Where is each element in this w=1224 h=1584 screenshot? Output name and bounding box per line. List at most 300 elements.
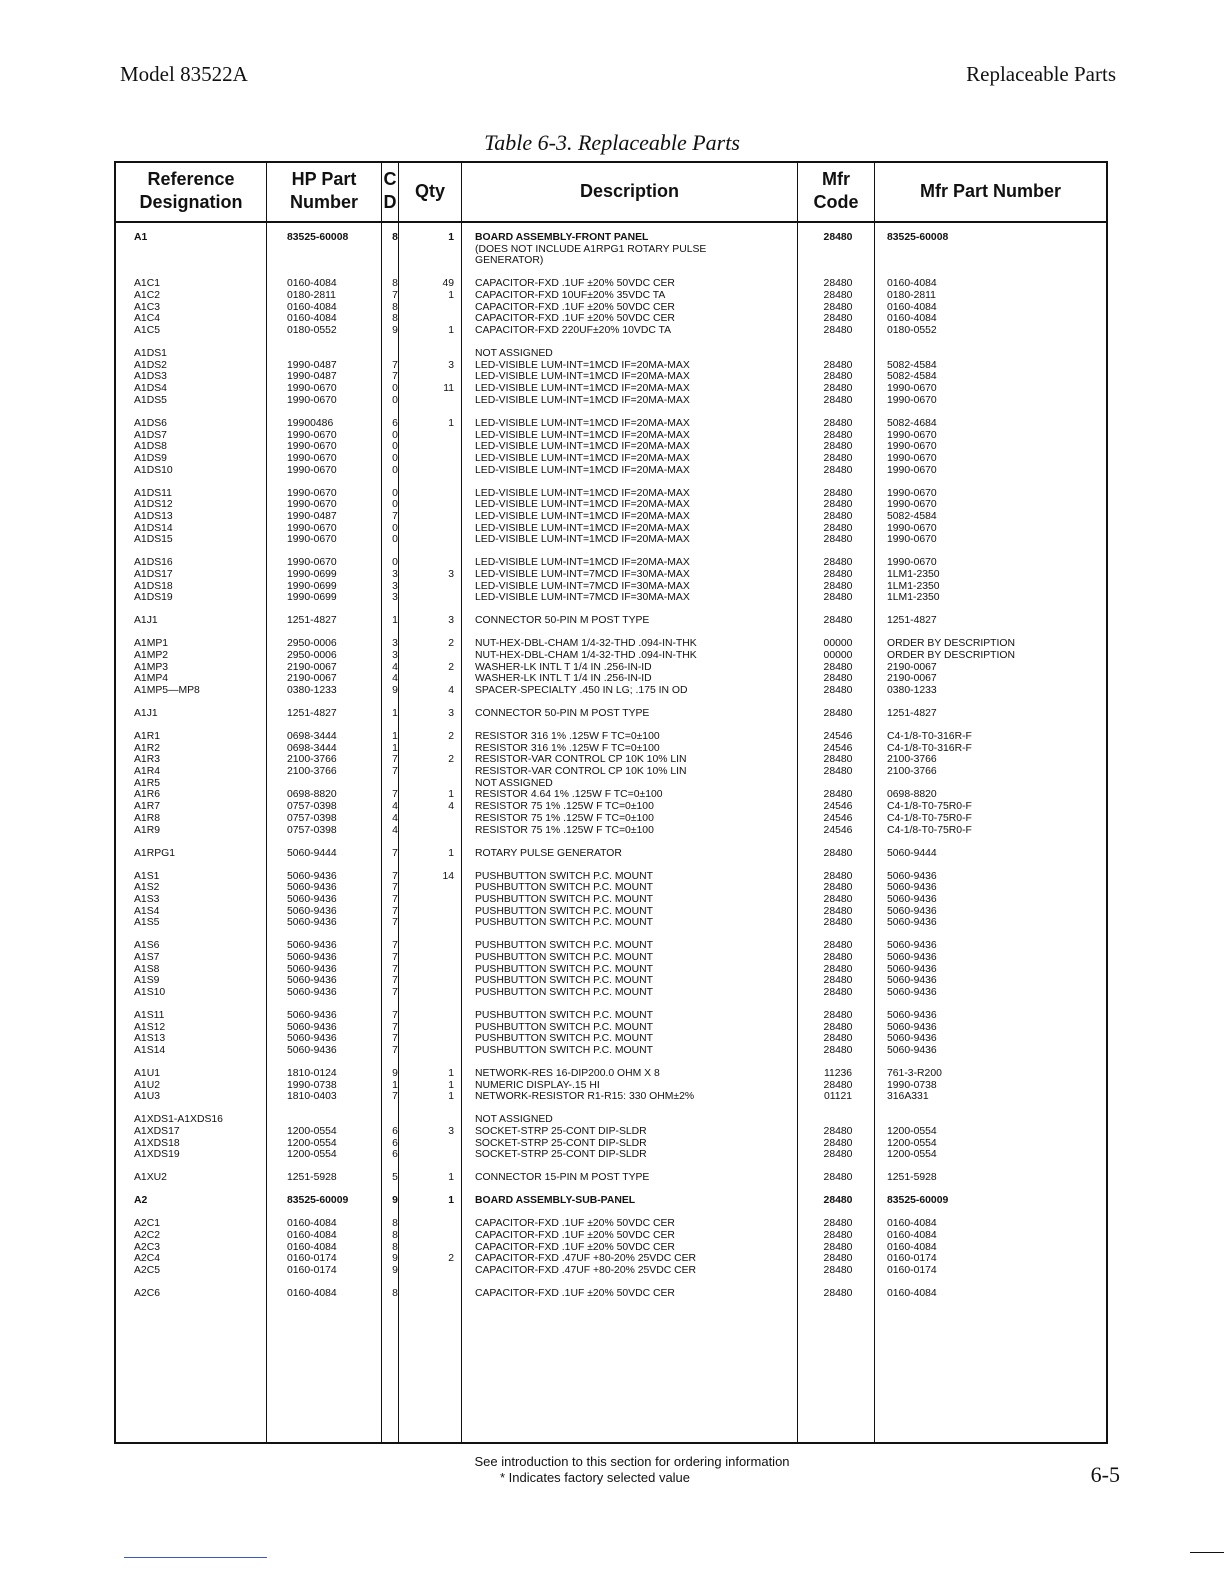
cell-cd: 4 <box>392 801 398 813</box>
cell-hp-part-number: 0180-2811 <box>287 290 336 302</box>
cell-qty: 2 <box>448 754 454 766</box>
cell-mfr-part-number: 5060-9436 <box>887 987 937 998</box>
margin-mark <box>1190 1552 1224 1553</box>
cell-description: NUT-HEX-DBL-CHAM 1/4-32-THD .094-IN-THK <box>475 638 697 650</box>
cell-mfr-code: 28480 <box>823 789 853 801</box>
table-row <box>114 940 1108 952</box>
table-row <box>114 1195 1108 1207</box>
row-group <box>114 731 1108 836</box>
cell-mfr-part-number: 1990-0670 <box>887 452 937 464</box>
cell-hp-part-number: 5060-9444 <box>287 847 337 859</box>
cell-description: LED-VISIBLE LUM-INT=1MCD IF=20MA-MAX <box>475 429 690 441</box>
table-row <box>114 1265 1108 1277</box>
row-group <box>114 278 1108 336</box>
cell-mfr-part-number: 2100-3766 <box>887 766 937 778</box>
cell-description: NETWORK-RESISTOR R1-R15: 330 OHM±2% <box>475 1091 695 1103</box>
cell-ref-designation: A2C3 <box>134 1241 160 1253</box>
table-row <box>114 1091 1108 1103</box>
table-row <box>114 917 1108 929</box>
cell-hp-part-number: 1990-0670 <box>287 557 337 569</box>
cell-cd: 7 <box>392 510 398 522</box>
cell-mfr-code: 28480 <box>823 441 853 453</box>
table-row <box>114 278 1108 290</box>
cell-description: RESISTOR 75 1% .125W F TC=0±100 <box>475 824 654 836</box>
cell-cd: 7 <box>392 882 398 894</box>
cell-hp-part-number: 0757-0398 <box>287 824 337 836</box>
cell-qty: 1 <box>448 417 454 429</box>
cell-cd: 0 <box>392 557 398 569</box>
table-row <box>114 1010 1108 1022</box>
cell-description: NOT ASSIGNED <box>475 777 553 789</box>
table-row <box>114 523 1108 535</box>
cell-description: PUSHBUTTON SWITCH P.C. MOUNT <box>475 987 653 998</box>
row-group <box>114 232 1108 267</box>
cell-mfr-code: 28480 <box>823 429 853 441</box>
cell-mfr-code: 28480 <box>823 1126 853 1138</box>
cell-description: LED-VISIBLE LUM-INT=1MCD IF=20MA-MAX <box>475 534 690 546</box>
cell-hp-part-number: 0380-1233 <box>287 685 337 697</box>
cell-cd: 7 <box>392 1009 398 1021</box>
cell-qty: 1 <box>448 1091 454 1103</box>
cell-ref-designation: A2C6 <box>134 1288 160 1300</box>
table-row <box>114 581 1108 593</box>
cell-hp-part-number: 5060-9436 <box>287 975 337 987</box>
cell-hp-part-number: 1990-0670 <box>287 499 337 511</box>
cell-mfr-part-number: 83525-60009 <box>887 1195 949 1207</box>
cell-ref-designation: A1R5 <box>134 777 160 789</box>
cell-ref-designation: A1DS9 <box>134 452 167 464</box>
footnote-rule <box>124 1557 267 1558</box>
cell-hp-part-number: 1990-0487 <box>287 359 337 371</box>
cell-mfr-part-number: 0160-4084 <box>887 278 937 290</box>
table-row <box>114 1022 1108 1034</box>
cell-ref-designation: A1DS5 <box>134 394 167 406</box>
cell-ref-designation: A1XDS1-A1XDS16 <box>134 1114 223 1126</box>
table-row <box>114 325 1108 337</box>
cell-ref-designation: A1DS6 <box>134 417 167 429</box>
col-header-reference: Reference Designation <box>139 169 243 212</box>
table-row <box>114 952 1108 964</box>
cell-hp-part-number: 1990-0699 <box>287 568 337 580</box>
cell-cd: 1 <box>392 731 398 743</box>
cell-cd: 0 <box>392 452 398 464</box>
cell-hp-part-number: 0160-0174 <box>287 1265 337 1277</box>
cell-description: PUSHBUTTON SWITCH P.C. MOUNT <box>475 1009 653 1021</box>
cell-hp-part-number: 1990-0487 <box>287 510 337 522</box>
cell-mfr-part-number: 5060-9436 <box>887 951 937 963</box>
cell-hp-part-number: 5060-9436 <box>287 893 337 905</box>
cell-description: BOARD ASSEMBLY-SUB-PANEL <box>475 1195 636 1207</box>
cell-cd: 7 <box>392 963 398 975</box>
cell-ref-designation: A2 <box>134 1195 148 1207</box>
cell-cd: 8 <box>392 1288 398 1300</box>
ordering-note: See introduction to this section for ordering information <box>474 1454 790 1469</box>
cell-hp-part-number: 1810-0124 <box>287 1068 337 1080</box>
cell-description: LED-VISIBLE LUM-INT=1MCD IF=20MA-MAX <box>475 383 690 395</box>
cell-mfr-part-number: 1251-5928 <box>887 1172 937 1184</box>
cell-mfr-part-number: 0160-0174 <box>887 1265 937 1277</box>
cell-mfr-code: 28480 <box>823 1230 853 1242</box>
cell-hp-part-number: 5060-9436 <box>287 1021 337 1033</box>
cell-mfr-part-number: 5060-9436 <box>887 940 937 952</box>
table-row <box>114 848 1108 860</box>
cell-cd: 8 <box>392 313 398 325</box>
row-group <box>114 1068 1108 1103</box>
cell-mfr-part-number: 5060-9436 <box>887 893 937 905</box>
cell-qty: 1 <box>448 789 454 801</box>
cell-mfr-part-number: 5060-9436 <box>887 905 937 917</box>
cell-description: LED-VISIBLE LUM-INT=1MCD IF=20MA-MAX <box>475 522 690 534</box>
cell-description: RESISTOR-VAR CONTROL CP 10K 10% LIN <box>475 754 687 766</box>
cell-mfr-part-number: 1LM1-2350 <box>887 580 940 592</box>
cell-qty: 1 <box>448 1079 454 1091</box>
cell-description: LED-VISIBLE LUM-INT=7MCD IF=30MA-MAX <box>475 580 690 592</box>
col-header-qty: Qty <box>414 180 445 201</box>
cell-mfr-part-number: 5060-9436 <box>887 975 937 987</box>
cell-mfr-part-number: 1990-0670 <box>887 534 937 546</box>
row-group <box>114 418 1108 476</box>
cell-qty: 1 <box>448 1195 454 1207</box>
cell-hp-part-number: 5060-9436 <box>287 951 337 963</box>
cell-hp-part-number: 0160-4084 <box>287 278 337 290</box>
cell-mfr-part-number: 1990-0738 <box>887 1079 937 1091</box>
table-row <box>114 731 1108 743</box>
col-header-mfr-code: Mfr Code <box>813 169 859 212</box>
cell-cd: 7 <box>392 847 398 859</box>
table-row <box>114 453 1108 465</box>
cell-cd: 6 <box>392 417 398 429</box>
cell-cd: 8 <box>392 1241 398 1253</box>
cell-hp-part-number: 2190-0067 <box>287 661 337 673</box>
cell-qty: 3 <box>448 568 454 580</box>
cell-qty: 1 <box>448 847 454 859</box>
cell-description: RESISTOR 316 1% .125W F TC=0±100 <box>475 731 660 743</box>
table-row <box>114 1138 1108 1150</box>
cell-qty: 4 <box>448 801 454 813</box>
cell-mfr-part-number: 5082-4684 <box>887 417 937 429</box>
cell-ref-designation: A1S10 <box>134 987 166 998</box>
table-row <box>114 348 1108 360</box>
cell-cd: 9 <box>392 1253 398 1265</box>
cell-mfr-part-number: 0160-4084 <box>887 1230 937 1242</box>
cell-mfr-part-number: 0380-1233 <box>887 685 937 697</box>
cell-description: PUSHBUTTON SWITCH P.C. MOUNT <box>475 951 653 963</box>
cell-ref-designation: A1S1 <box>134 870 160 882</box>
table-row <box>114 778 1108 790</box>
cell-mfr-code: 28480 <box>823 487 853 499</box>
table-row <box>114 371 1108 383</box>
cell-description: RESISTOR 75 1% .125W F TC=0±100 <box>475 801 654 813</box>
cell-mfr-code: 28480 <box>823 580 853 592</box>
cell-mfr-part-number: 1LM1-2350 <box>887 568 940 580</box>
cell-hp-part-number: 5060-9436 <box>287 1033 337 1045</box>
cell-mfr-part-number: 1990-0670 <box>887 487 937 499</box>
table-row <box>114 1253 1108 1265</box>
table-row <box>114 906 1108 918</box>
cell-description: CONNECTOR 50-PIN M POST TYPE <box>475 708 650 720</box>
cell-hp-part-number: 1200-0554 <box>287 1137 337 1149</box>
col-header-hp-part: HP Part Number <box>289 169 358 212</box>
cell-description: LED-VISIBLE LUM-INT=1MCD IF=20MA-MAX <box>475 487 690 499</box>
cell-mfr-code: 28480 <box>823 963 853 975</box>
cell-ref-designation: A1MP1 <box>134 638 169 650</box>
cell-description: LED-VISIBLE LUM-INT=1MCD IF=20MA-MAX <box>475 359 690 371</box>
col-header-mfr-part-number: Mfr Part Number <box>919 180 1062 201</box>
cell-mfr-part-number: 5060-9436 <box>887 1009 937 1021</box>
cell-cd: 7 <box>392 951 398 963</box>
cell-description: SOCKET-STRP 25-CONT DIP-SLDR <box>475 1149 647 1161</box>
cell-hp-part-number: 1990-0670 <box>287 534 337 546</box>
table-row <box>114 465 1108 477</box>
cell-description: RESISTOR 4.64 1% .125W F TC=0±100 <box>475 789 663 801</box>
factory-note: * Indicates factory selected value <box>499 1470 691 1485</box>
cell-mfr-code: 28480 <box>823 383 853 395</box>
row-group <box>114 1288 1108 1300</box>
cell-hp-part-number: 83525-60008 <box>287 232 349 243</box>
cell-mfr-code: 28480 <box>823 685 853 697</box>
cell-description: NUT-HEX-DBL-CHAM 1/4-32-THD .094-IN-THK <box>475 650 697 662</box>
cell-mfr-code: 28480 <box>823 1033 853 1045</box>
cell-mfr-code: 28480 <box>823 1172 853 1184</box>
cell-mfr-part-number: 1200-0554 <box>887 1137 937 1149</box>
cell-description: NOT ASSIGNED <box>475 348 553 360</box>
cell-cd: 6 <box>392 1149 398 1161</box>
cell-qty: 1 <box>448 1068 454 1080</box>
cell-qty: 1 <box>448 1172 454 1184</box>
cell-mfr-part-number: 1251-4827 <box>887 708 937 720</box>
cell-mfr-code: 28480 <box>823 893 853 905</box>
cell-mfr-code: 28480 <box>823 905 853 917</box>
cell-hp-part-number: 1990-0670 <box>287 487 337 499</box>
cell-mfr-code: 28480 <box>823 661 853 673</box>
parts-table <box>114 161 1108 1444</box>
cell-hp-part-number: 1990-0738 <box>287 1079 337 1091</box>
table-caption: Table 6-3. Replaceable Parts <box>484 130 740 155</box>
cell-cd: 7 <box>392 371 398 383</box>
cell-description: WASHER-LK INTL T 1/4 IN .256-IN-ID <box>475 673 652 685</box>
cell-mfr-code: 28480 <box>823 1009 853 1021</box>
cell-mfr-code: 28480 <box>823 940 853 952</box>
cell-qty: 2 <box>448 731 454 743</box>
cell-ref-designation: A1S7 <box>134 951 160 963</box>
cell-description: PUSHBUTTON SWITCH P.C. MOUNT <box>475 917 653 929</box>
cell-mfr-part-number: C4-1/8-T0-75R0-F <box>887 801 972 813</box>
cell-description: CAPACITOR-FXD .47UF +80-20% 25VDC CER <box>475 1265 697 1277</box>
cell-ref-designation: A1S13 <box>134 1033 166 1045</box>
cell-qty: 3 <box>448 359 454 371</box>
cell-ref-designation: A1R1 <box>134 731 160 743</box>
cell-mfr-code: 24546 <box>823 824 853 836</box>
cell-mfr-part-number: 1990-0670 <box>887 522 937 534</box>
cell-ref-designation: A1XDS19 <box>134 1149 180 1161</box>
cell-ref-designation: A1R3 <box>134 754 160 766</box>
table-row <box>114 569 1108 581</box>
table-row <box>114 754 1108 766</box>
cell-description: SPACER-SPECIALTY .450 IN LG; .175 IN OD <box>475 685 688 697</box>
cell-qty: 1 <box>448 290 454 302</box>
cell-mfr-part-number: 761-3-R200 <box>887 1068 942 1080</box>
cell-cd: 9 <box>392 1068 398 1080</box>
cell-cd: 1 <box>392 1079 398 1091</box>
cell-cd: 3 <box>392 650 398 662</box>
cell-ref-designation: A1C3 <box>134 301 160 313</box>
cell-description: RESISTOR 316 1% .125W F TC=0±100 <box>475 742 660 754</box>
cell-hp-part-number: 5060-9436 <box>287 917 337 929</box>
cell-ref-designation: A1RPG1 <box>134 847 176 859</box>
cell-mfr-code: 00000 <box>823 638 853 650</box>
cell-ref-designation: A1R4 <box>134 766 160 778</box>
table-row <box>114 871 1108 883</box>
cell-description: PUSHBUTTON SWITCH P.C. MOUNT <box>475 1045 653 1057</box>
table-row <box>114 1068 1108 1080</box>
row-group <box>114 1172 1108 1184</box>
cell-cd: 7 <box>392 754 398 766</box>
table-row <box>114 534 1108 546</box>
cell-cd: 0 <box>392 534 398 546</box>
section-header: Replaceable Parts <box>966 62 1116 86</box>
cell-ref-designation: A1DS12 <box>134 499 173 511</box>
cell-description: CAPACITOR-FXD .47UF +80-20% 25VDC CER <box>475 1253 697 1265</box>
cell-cd: 3 <box>392 580 398 592</box>
cell-ref-designation: A1DS19 <box>134 592 173 604</box>
cell-ref-designation: A1DS14 <box>134 522 173 534</box>
cell-mfr-code: 28480 <box>823 359 853 371</box>
cell-description: CAPACITOR-FXD .1UF ±20% 50VDC CER <box>475 278 675 290</box>
cell-description: LED-VISIBLE LUM-INT=7MCD IF=30MA-MAX <box>475 592 690 604</box>
cell-hp-part-number: 1200-0554 <box>287 1149 337 1161</box>
cell-description: ROTARY PULSE GENERATOR <box>475 847 622 859</box>
table-row <box>114 813 1108 825</box>
row-group <box>114 848 1108 860</box>
cell-mfr-code: 28480 <box>823 232 853 243</box>
cell-mfr-code: 28480 <box>823 1195 853 1207</box>
cell-cd: 7 <box>392 766 398 778</box>
cell-ref-designation: A1S8 <box>134 963 160 975</box>
cell-mfr-code: 28480 <box>823 325 853 337</box>
table-row <box>114 488 1108 500</box>
cell-hp-part-number: 0180-0552 <box>287 325 337 337</box>
cell-ref-designation: A1U3 <box>134 1091 160 1103</box>
table-row <box>114 383 1108 395</box>
cell-cd: 6 <box>392 1126 398 1138</box>
table-row <box>114 1242 1108 1254</box>
cell-mfr-code: 00000 <box>823 650 853 662</box>
cell-mfr-part-number: 5082-4584 <box>887 371 937 383</box>
cell-mfr-code: 28480 <box>823 615 853 627</box>
cell-mfr-code: 28480 <box>823 708 853 720</box>
cell-mfr-code: 28480 <box>823 1241 853 1253</box>
cell-mfr-part-number: 1200-0554 <box>887 1149 937 1161</box>
cell-hp-part-number: 2100-3766 <box>287 754 337 766</box>
cell-mfr-code: 28480 <box>823 568 853 580</box>
row-group <box>114 871 1108 929</box>
cell-mfr-code: 24546 <box>823 742 853 754</box>
cell-mfr-code: 28480 <box>823 870 853 882</box>
table-row <box>114 743 1108 755</box>
cell-cd: 0 <box>392 429 398 441</box>
cell-description: PUSHBUTTON SWITCH P.C. MOUNT <box>475 905 653 917</box>
cell-description: PUSHBUTTON SWITCH P.C. MOUNT <box>475 1033 653 1045</box>
cell-ref-designation: A1DS7 <box>134 429 167 441</box>
cell-cd: 0 <box>392 522 398 534</box>
cell-description: PUSHBUTTON SWITCH P.C. MOUNT <box>475 1021 653 1033</box>
cell-ref-designation: A2C1 <box>134 1218 160 1230</box>
cell-hp-part-number: 1990-0670 <box>287 429 337 441</box>
table-row <box>114 1114 1108 1126</box>
table-row <box>114 313 1108 325</box>
table-row <box>114 789 1108 801</box>
cell-ref-designation: A1S5 <box>134 917 160 929</box>
cell-ref-designation: A2C5 <box>134 1265 160 1277</box>
cell-cd: 7 <box>392 1045 398 1057</box>
cell-hp-part-number: 1990-0699 <box>287 580 337 592</box>
cell-cd: 7 <box>392 359 398 371</box>
cell-hp-part-number: 0698-3444 <box>287 731 337 743</box>
cell-description: LED-VISIBLE LUM-INT=1MCD IF=20MA-MAX <box>475 499 690 511</box>
cell-cd: 7 <box>392 290 398 302</box>
cell-description: GENERATOR) <box>475 255 544 267</box>
cell-mfr-part-number: 0160-4084 <box>887 301 937 313</box>
cell-mfr-code: 28480 <box>823 499 853 511</box>
cell-mfr-part-number: 1LM1-2350 <box>887 592 940 604</box>
cell-qty: 14 <box>442 870 454 882</box>
cell-description: NOT ASSIGNED <box>475 1114 553 1126</box>
cell-ref-designation: A1S2 <box>134 882 160 894</box>
cell-ref-designation: A1DS2 <box>134 359 167 371</box>
cell-mfr-part-number: C4-1/8-T0-316R-F <box>887 731 972 743</box>
table-row <box>114 430 1108 442</box>
col-header-description: Description <box>579 180 680 201</box>
table-row <box>114 244 1108 256</box>
cell-ref-designation: A1 <box>134 232 148 243</box>
cell-cd: 7 <box>392 905 398 917</box>
cell-hp-part-number: 0160-4084 <box>287 1241 337 1253</box>
cell-cd: 3 <box>392 568 398 580</box>
cell-mfr-code: 28480 <box>823 1021 853 1033</box>
cell-mfr-code: 28480 <box>823 510 853 522</box>
cell-mfr-part-number: 0160-4084 <box>887 313 937 325</box>
cell-mfr-part-number: 1990-0670 <box>887 464 937 476</box>
cell-mfr-code: 28480 <box>823 766 853 778</box>
cell-description: CONNECTOR 15-PIN M POST TYPE <box>475 1172 650 1184</box>
table-row <box>114 1288 1108 1300</box>
cell-description: LED-VISIBLE LUM-INT=1MCD IF=20MA-MAX <box>475 441 690 453</box>
cell-mfr-part-number: 1990-0670 <box>887 429 937 441</box>
cell-cd: 7 <box>392 940 398 952</box>
cell-cd: 7 <box>392 987 398 998</box>
cell-mfr-code: 28480 <box>823 464 853 476</box>
cell-mfr-part-number: 5060-9436 <box>887 1033 937 1045</box>
cell-mfr-code: 28480 <box>823 1218 853 1230</box>
table-row <box>114 1149 1108 1161</box>
cell-description: RESISTOR 75 1% .125W F TC=0±100 <box>475 812 654 824</box>
cell-mfr-part-number: C4-1/8-T0-75R0-F <box>887 824 972 836</box>
cell-ref-designation: A1J1 <box>134 708 158 720</box>
cell-mfr-part-number: 5060-9444 <box>887 847 937 859</box>
cell-mfr-part-number: 1990-0670 <box>887 394 937 406</box>
cell-mfr-part-number: 2190-0067 <box>887 661 937 673</box>
cell-ref-designation: A1DS15 <box>134 534 173 546</box>
cell-ref-designation: A1U2 <box>134 1079 160 1091</box>
row-group <box>114 488 1108 546</box>
cell-mfr-part-number: 0698-8820 <box>887 789 937 801</box>
cell-mfr-code: 28480 <box>823 592 853 604</box>
cell-mfr-part-number: 5060-9436 <box>887 1021 937 1033</box>
cell-hp-part-number: 1990-0487 <box>287 371 337 383</box>
cell-ref-designation: A1S4 <box>134 905 160 917</box>
table-row <box>114 290 1108 302</box>
cell-mfr-code: 28480 <box>823 452 853 464</box>
